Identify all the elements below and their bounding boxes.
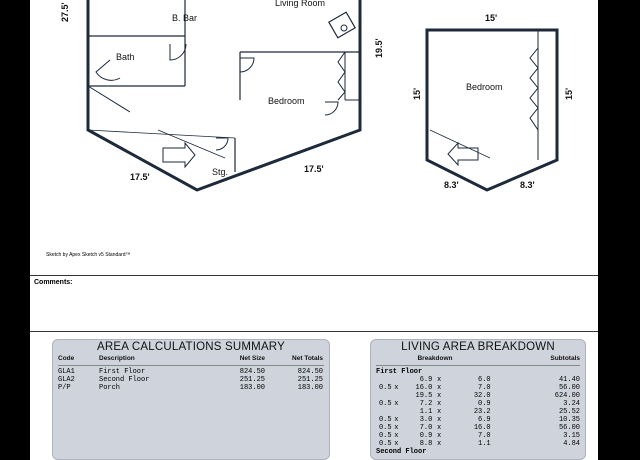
times-sign: x — [394, 400, 399, 408]
col-code: Code — [58, 355, 75, 362]
row-net-size: 824.50 — [239, 368, 265, 376]
row-description: First Floor — [99, 368, 146, 376]
main-plan-outline — [88, 0, 360, 190]
row-factor: 0.5 — [378, 424, 392, 432]
table-row — [376, 416, 580, 424]
living-panel-header — [376, 355, 580, 366]
row-net-size: 251.25 — [239, 376, 265, 384]
row-dim-a: 6.9 — [419, 376, 433, 384]
row-net-total: 824.50 — [297, 368, 323, 376]
room-bedroom-main: Bedroom — [268, 96, 305, 106]
area-panel-header — [58, 355, 324, 366]
row-dim-a: 7.0 — [419, 424, 433, 432]
row-factor: 0.5 — [378, 416, 392, 424]
row-subtotal: 3.24 — [563, 400, 580, 408]
dim-bottom-left: 17.5' — [130, 172, 150, 182]
table-row — [376, 408, 580, 416]
times-sign: x — [437, 376, 442, 384]
col-breakdown: Breakdown — [417, 355, 453, 362]
sketch-credit: Sketch by Apex Sketch v5 Standard™ — [46, 252, 131, 258]
row-description: Porch — [99, 384, 121, 392]
row-code: GLA2 — [58, 376, 75, 384]
times-sign — [392, 408, 402, 416]
room-living-room: Living Room — [275, 0, 326, 8]
times-sign: x — [437, 384, 442, 392]
appraisal-sketch-page — [30, 0, 598, 460]
row-net-total: 251.25 — [297, 376, 323, 384]
row-dim-b: 32.0 — [473, 392, 491, 400]
row-dim-a: 7.2 — [419, 400, 433, 408]
dim-bottom-right: 17.5' — [304, 164, 324, 174]
row-dim-b: 16.0 — [473, 424, 491, 432]
living-area-panel — [370, 339, 586, 460]
times-sign: x — [394, 432, 399, 440]
row-subtotal: 56.00 — [558, 424, 580, 432]
table-row — [376, 440, 580, 448]
row-factor: 0.5 — [378, 384, 392, 392]
first-floor-label: First Floor — [376, 368, 423, 376]
row-dim-a: 3.0 — [419, 416, 433, 424]
times-sign: x — [437, 432, 442, 440]
table-row — [376, 392, 580, 400]
col-description: Description — [99, 355, 135, 362]
row-subtotal: 4.84 — [563, 440, 580, 448]
dim-left-top: 27.5' — [60, 2, 70, 22]
row-dim-b: 1.1 — [478, 440, 491, 448]
row-dim-b: 0.9 — [478, 400, 491, 408]
row-factor — [376, 408, 392, 416]
row-dim-b: 23.2 — [473, 408, 491, 416]
floor-plan-sketch — [30, 0, 598, 260]
row-dim-b: 7.0 — [478, 432, 491, 440]
row-dim-b: 7.0 — [478, 384, 491, 392]
dim-second-bottom-left: 8.3' — [444, 180, 459, 190]
row-factor — [376, 392, 392, 400]
row-code: P/P — [58, 384, 71, 392]
times-sign: x — [394, 416, 399, 424]
living-panel-rows — [376, 368, 580, 456]
room-bar: B. Bar — [172, 13, 198, 23]
row-dim-a: 19.5 — [415, 392, 433, 400]
row-dim-b: 6.0 — [478, 376, 491, 384]
row-subtotal: 25.52 — [558, 408, 580, 416]
times-sign: x — [437, 424, 442, 432]
times-sign: x — [394, 384, 399, 392]
second-floor-label: Second Floor — [376, 448, 427, 456]
room-storage: Stg. — [212, 167, 229, 177]
col-net-totals: Net Totals — [292, 355, 323, 362]
row-factor: 0.5 — [378, 440, 392, 448]
row-code: GLA1 — [58, 368, 75, 376]
table-row — [376, 432, 580, 440]
times-sign: x — [437, 400, 442, 408]
table-row — [58, 368, 324, 376]
row-net-total: 183.00 — [297, 384, 323, 392]
dim-right: 19.5' — [374, 38, 384, 58]
row-subtotal: 624.00 — [554, 392, 580, 400]
row-net-size: 183.00 — [239, 384, 265, 392]
dim-second-top: 15' — [485, 13, 498, 23]
times-sign: x — [437, 440, 442, 448]
stair-arrow-icon-2 — [448, 143, 478, 165]
divider-line — [30, 275, 598, 276]
row-factor: 0.5 — [378, 432, 392, 440]
times-sign: x — [437, 408, 442, 416]
area-panel-rows — [58, 368, 324, 392]
times-sign: x — [394, 424, 399, 432]
row-dim-a: 8.8 — [419, 440, 433, 448]
dim-second-bottom-right: 8.3' — [520, 180, 535, 190]
area-calculations-panel — [52, 339, 330, 460]
times-sign: x — [437, 416, 442, 424]
row-factor — [376, 376, 392, 384]
row-subtotal: 10.35 — [558, 416, 580, 424]
row-factor: 0.5 — [378, 400, 392, 408]
table-row — [376, 384, 580, 392]
row-dim-a: 1.1 — [419, 408, 433, 416]
col-net-size: Net Size — [239, 355, 265, 362]
row-dim-a: 0.9 — [419, 432, 433, 440]
stair-arrow-icon — [163, 143, 195, 167]
times-sign: x — [394, 440, 399, 448]
table-row — [58, 376, 324, 384]
row-dim-b: 6.9 — [478, 416, 491, 424]
comments-label: Comments: — [34, 279, 73, 286]
divider-line — [30, 331, 598, 332]
table-row — [58, 384, 324, 392]
row-description: Second Floor — [99, 376, 150, 384]
row-subtotal: 41.40 — [558, 376, 580, 384]
table-row — [376, 424, 580, 432]
area-panel-title: AREA CALCULATIONS SUMMARY — [97, 341, 285, 353]
room-bedroom-second: Bedroom — [466, 82, 503, 92]
times-sign — [392, 376, 402, 384]
row-subtotal: 56.00 — [558, 384, 580, 392]
living-panel-title: LIVING AREA BREAKDOWN — [401, 341, 555, 353]
row-dim-a: 16.0 — [415, 384, 433, 392]
dim-second-left: 15' — [412, 87, 422, 100]
table-row — [376, 400, 580, 408]
times-sign — [392, 392, 402, 400]
col-subtotals: Subtotals — [550, 355, 580, 362]
dim-second-right: 15' — [564, 87, 574, 100]
row-subtotal: 3.15 — [563, 432, 580, 440]
times-sign: x — [437, 392, 442, 400]
room-bath: Bath — [116, 52, 135, 62]
table-row — [376, 376, 580, 384]
